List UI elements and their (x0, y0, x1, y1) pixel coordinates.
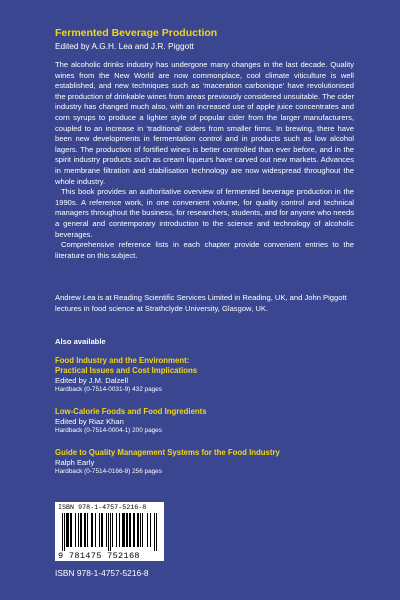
barcode-bar (122, 513, 123, 547)
barcode-bar (67, 513, 68, 547)
barcode-bar (112, 513, 113, 547)
barcode-bar (127, 513, 128, 547)
barcode-bar (70, 513, 71, 547)
barcode-bar (106, 513, 107, 547)
also-available-heading: Also available (55, 337, 106, 346)
barcode-bar (81, 513, 82, 547)
description-paragraph: This book provides an authoritative overview of fermented beverage production in the 1990s. A reference work, in one convenient volume, for quality control and technical managers throughout the business, for researchers, students, and for anyone who needs a general and contemporary introduction to the science and technology of alcoholic beverages. (55, 187, 354, 239)
related-book-details: Hardback (0-7514-0004-1) 200 pages (55, 426, 162, 434)
barcode-bar (62, 513, 63, 551)
related-book-editor: Edited by J.M. Dalzell (55, 376, 129, 385)
barcode-bar (140, 513, 141, 547)
barcode-bar (66, 513, 67, 547)
description-paragraph: The alcoholic drinks industry has undergone many changes in the last decade. Quality wines from the New World are now commonplace, cool climate viticulture is well established, and new techniques such as ‘maceration carbonique’ have revolutionised the production of drinkable wines from areas previously considered unsuitable. The cider industry has changed much also, with an increased use of apple juice concentrates and corn syrups to produce a lighter style of popular cider from the larger manufacturers, coupled to an increase in ‘traditional’ ciders from smaller firms. In brewing, there have been new developments in fermentation control and in products such as low alcohol lagers. The production of fortified wines is better controlled than ever before, and in the spirit industry products such as cream liqueurs have carved out new markets. Advances in membrane filtration and stabilisation technology are now widespread throughout the whole industry. (55, 60, 354, 186)
barcode-bar (123, 513, 124, 547)
related-book (55, 407, 355, 435)
related-book (55, 356, 355, 394)
barcode-panel (55, 502, 164, 561)
barcode-bar (68, 513, 69, 547)
barcode-bar (124, 513, 125, 547)
related-book-title: Low-Calorie Foods and Food Ingredients (55, 407, 207, 416)
barcode-bar (80, 513, 81, 547)
barcode-bar (110, 513, 111, 551)
description-paragraph: Comprehensive reference lists in each chapter provide convenient entries to the literature on this subject. (55, 240, 354, 260)
barcode-bar (78, 513, 79, 547)
barcode-bar (75, 513, 76, 547)
barcode-bar (116, 513, 117, 547)
barcode-isbn-label: ISBN 978-1-4757-5216-8 (58, 504, 147, 512)
barcode-bar (99, 513, 100, 547)
barcode-icon (59, 513, 160, 551)
book-description (55, 60, 354, 261)
barcode-bar (138, 513, 139, 547)
related-book (55, 448, 355, 476)
barcode-bar (95, 513, 96, 547)
barcode-bar (119, 513, 120, 547)
barcode-digits: 9 781475 752168 (58, 551, 140, 561)
barcode-bar (108, 513, 109, 551)
barcode-bar (156, 513, 157, 551)
related-book-title: Food Industry and the Environment: (55, 356, 190, 365)
barcode-bar (126, 513, 127, 547)
related-book-editor: Edited by Riaz Khan (55, 417, 124, 426)
related-book-title: Guide to Quality Management Systems for the Food Industry (55, 448, 280, 457)
related-book-details: Hardback (0-7514-0031-9) 432 pages (55, 385, 162, 393)
book-title: Fermented Beverage Production (55, 27, 218, 39)
isbn-text: ISBN 978-1-4757-5216-8 (55, 568, 149, 578)
barcode-bar (154, 513, 155, 551)
barcode-bar (129, 513, 130, 547)
barcode-bar (142, 513, 143, 547)
related-book-details: Hardback (0-7514-0166-8) 256 pages (55, 467, 162, 475)
barcode-bar (137, 513, 138, 547)
barcode-bar (133, 513, 134, 547)
barcode-bar (101, 513, 102, 547)
barcode-bar (64, 513, 65, 551)
barcode-bar (91, 513, 92, 547)
author-info: Andrew Lea is at Reading Scientific Services Limited in Reading, UK, and John Piggott lectures in food science at Strathclyde University, Glasgow, UK. (55, 293, 347, 313)
barcode-bar (85, 513, 86, 547)
related-book-subtitle: Practical Issues and Cost Implications (55, 366, 198, 375)
barcode-bar (130, 513, 131, 547)
barcode-bar (92, 513, 93, 547)
barcode-bar (134, 513, 135, 547)
barcode-bar (87, 513, 88, 547)
related-book-author: Ralph Early (55, 458, 95, 467)
barcode-bar (71, 513, 72, 547)
barcode-bar (150, 513, 151, 547)
barcode-bar (147, 513, 148, 547)
book-editors: Edited by A.G.H. Lea and J.R. Piggott (55, 41, 194, 51)
barcode-bar (84, 513, 85, 547)
barcode-bar (102, 513, 103, 547)
